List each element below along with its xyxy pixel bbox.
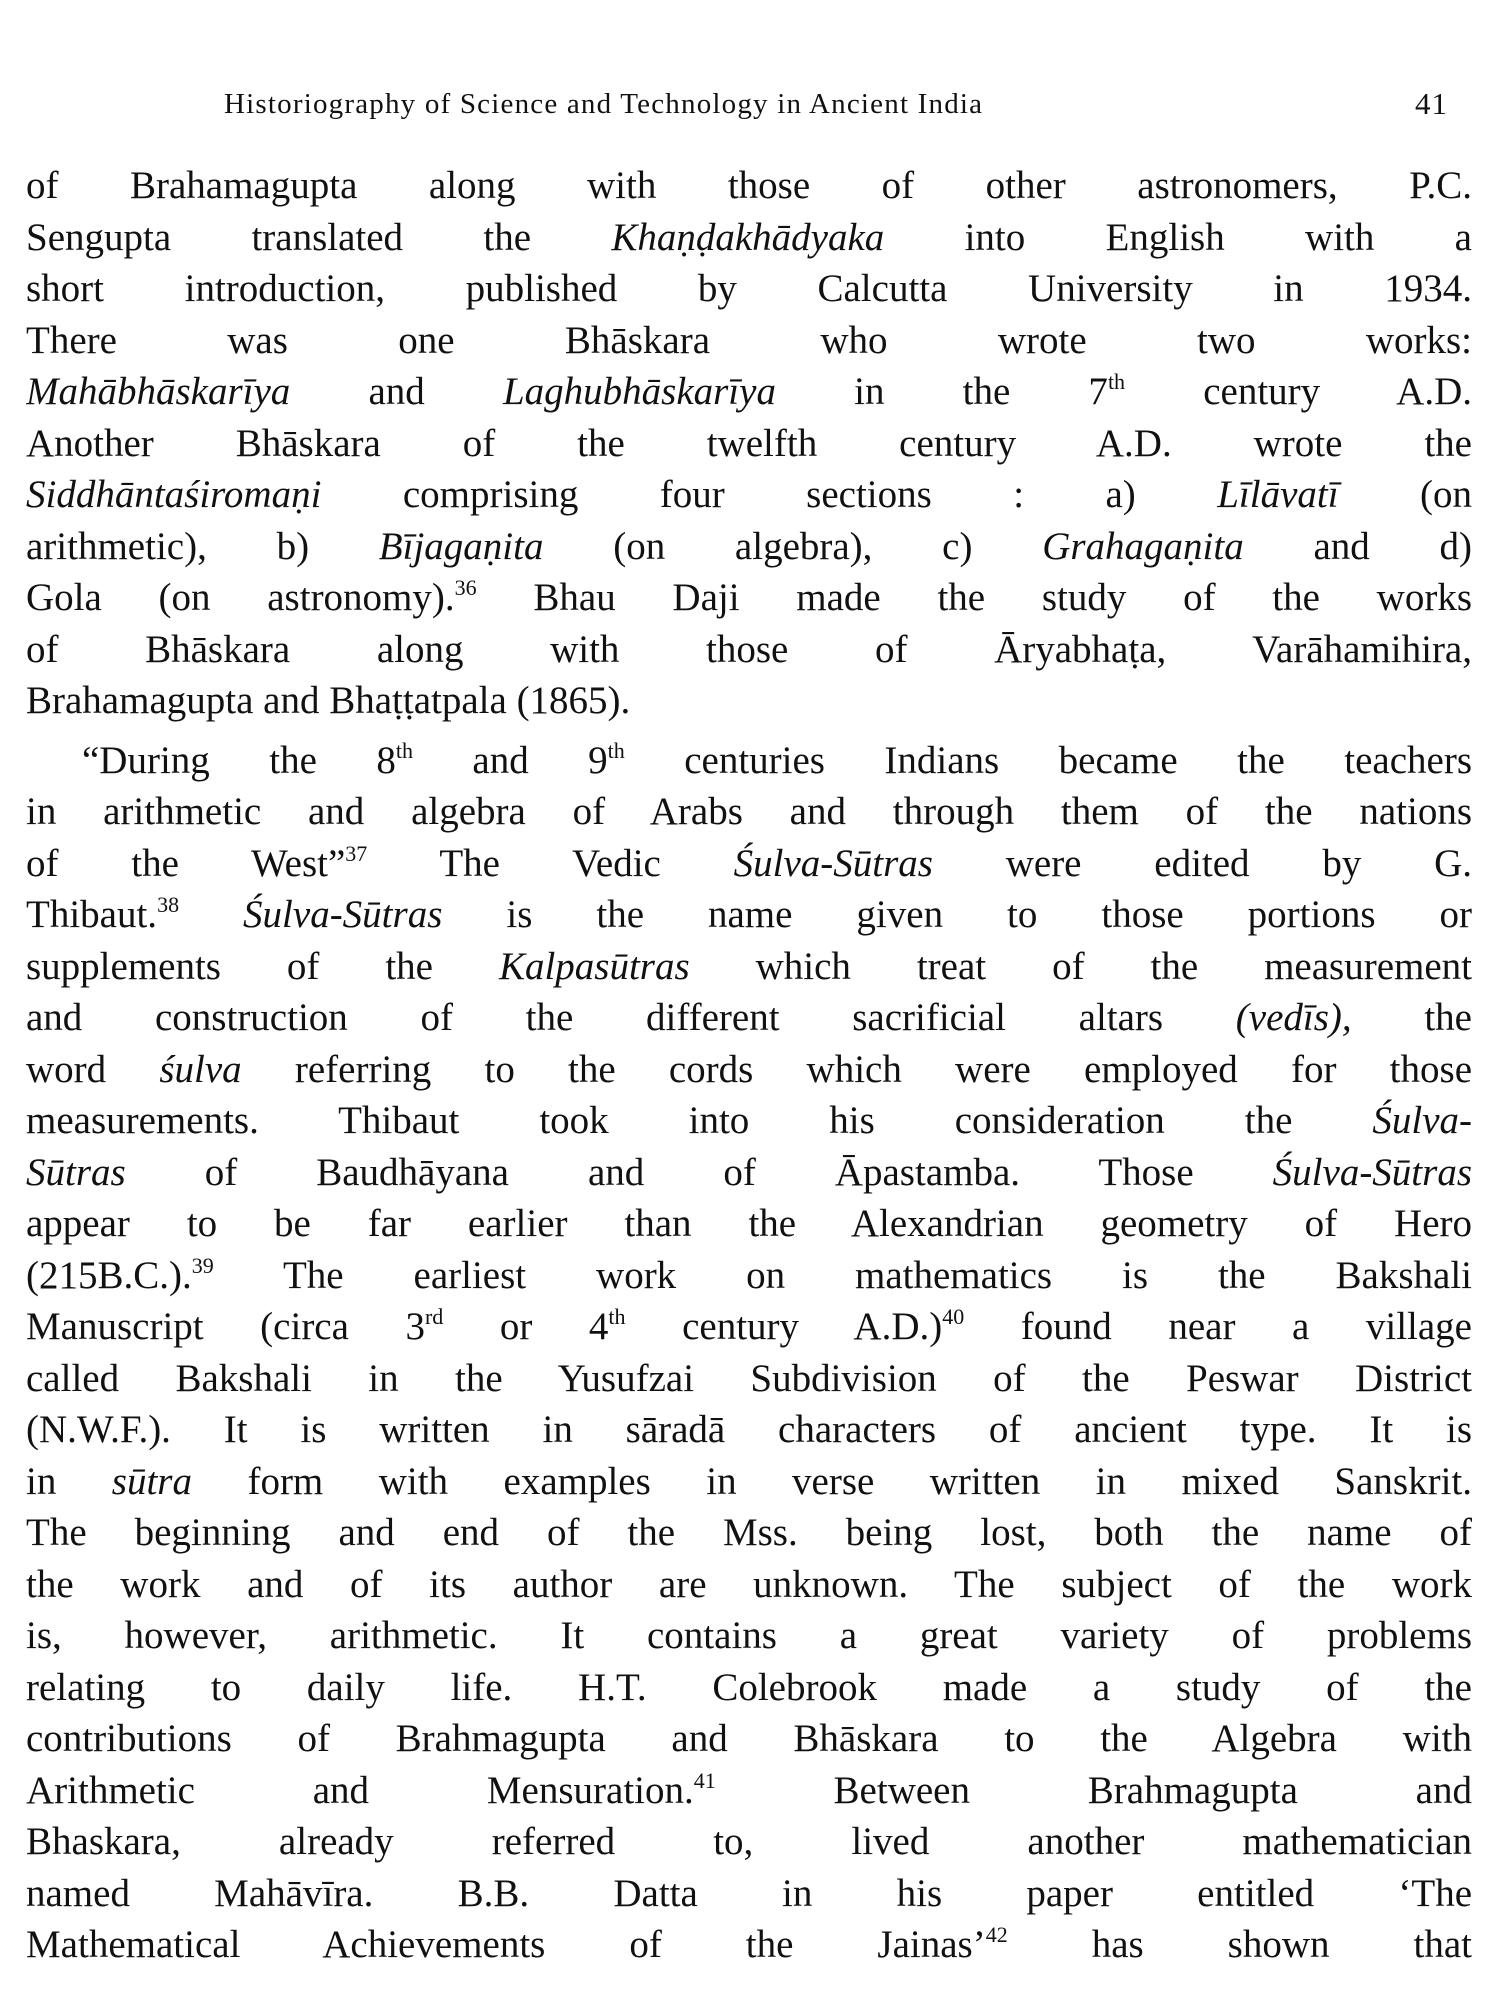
text-line: and construction of the different sacrificial altars (vedīs), the [26, 996, 1472, 1039]
text-line: is, however, arithmetic. It contains a great variety of problems [26, 1614, 1472, 1657]
text-line: Mathematical Achievements of the Jainas’$^{42}$ has shown that [26, 1922, 1472, 1966]
text-line: supplements of the Kalpasūtras which treat of the measurement [26, 944, 1472, 988]
text-line: word śulva referring to the cords which were employed for those [26, 1047, 1472, 1091]
text-line: Another Bhāskara of the twelfth century A.D. wrote the [26, 421, 1472, 465]
text-line: relating to daily life. H.T. Colebrook made a study of the [26, 1665, 1472, 1709]
paragraph [26, 735, 1472, 1971]
text-line: “During the 8th and 9th centuries Indians became the teachers [82, 737, 1472, 782]
text-line: Gola (on astronomy).$^{36}$ Bhau Daji made the study of the works [26, 575, 1472, 619]
text-line: Arithmetic and Mensuration.$^{41}$ Between Brahmagupta and [26, 1767, 1472, 1812]
text-line: called Bakshali in the Yusufzai Subdivision of the Peswar District [26, 1356, 1472, 1400]
superscript: th [1107, 369, 1126, 394]
text-line: Siddhāntaśiromaṇi comprising four sections : a) Līlāvatī (on [26, 473, 1472, 516]
running-head: Historiography of Science and Technology in Ancient India [224, 88, 984, 120]
text-line: Mahābhāskarīya and Laghubhāskarīya in the 7th century A.D. [26, 369, 1472, 413]
text-line: contributions of Brahmagupta and Bhāskara to the Algebra with [26, 1717, 1472, 1760]
superscript: th [608, 1304, 626, 1329]
text-line: of the West”$^{37}$ The Vedic Śulva-Sūtras were edited by G. [26, 840, 1472, 885]
text-line: Thibaut.$^{38}$ Śulva-Sūtras is the name given to those portions or [26, 892, 1472, 936]
footnote-ref: 41 [693, 1767, 716, 1793]
text-line: The beginning and end of the Mss. being lost, both the name of [26, 1511, 1472, 1554]
text-line: Sūtras of Baudhāyana and of Āpastamba. Those Śulva-Sūtras [26, 1150, 1472, 1194]
text-line: short introduction, published by Calcutta University in 1934. [26, 267, 1472, 310]
text-line: There was one Bhāskara who wrote two works: [26, 318, 1472, 362]
text-line: Brahamagupta and Bhaṭṭatpala (1865). [26, 679, 631, 722]
body-text [26, 160, 1472, 1971]
text-line: in arithmetic and algebra of Arabs and through them of the nations [26, 790, 1472, 833]
text-line: named Mahāvīra. B.B. Datta in his paper entitled ‘The [26, 1871, 1472, 1915]
footnote-ref: 42 [985, 1922, 1008, 1947]
text-line: appear to be far earlier than the Alexandrian geometry of Hero [26, 1202, 1472, 1245]
text-line: of Bhāskara along with those of Āryabhaṭa, Varāhamihira, [26, 627, 1472, 671]
text-line: the work and of its author are unknown. The subject of the work [26, 1562, 1472, 1606]
footnote-ref: 36 [454, 575, 477, 600]
text-line: measurements. Thibaut took into his consideration the Śulva- [26, 1099, 1472, 1142]
paragraph [26, 160, 1472, 727]
text-line: Manuscript (circa 3rd or 4th century A.D.)$^{40}$ found near a village [26, 1304, 1472, 1348]
text-line: arithmetic), b) Bījagaṇita (on algebra), c) Grahagaṇita and d) [26, 524, 1472, 568]
text-line: Bhaskara, already referred to, lived another mathematician [26, 1820, 1472, 1863]
page-header [0, 88, 1500, 128]
superscript: th [395, 737, 413, 763]
text-line: Sengupta translated the Khaṇḍakhādyaka into English with a [26, 215, 1472, 259]
text-line: (215B.C.).$^{39}$ The earliest work on mathematics is the Bakshali [26, 1252, 1472, 1297]
footnote-ref: 40 [942, 1304, 965, 1329]
text-line: of Brahamagupta along with those of other astronomers, P.C. [26, 164, 1472, 207]
footnote-ref: 37 [345, 840, 368, 866]
footnote-ref: 39 [191, 1252, 214, 1278]
page-number: 41 [1415, 86, 1448, 121]
text-line: in sūtra form with examples in verse written in mixed Sanskrit. [26, 1459, 1472, 1503]
text-line: (N.W.F.). It is written in sāradā characters of ancient type. It is [26, 1408, 1472, 1451]
superscript: th [607, 737, 625, 763]
footnote-ref: 38 [157, 892, 180, 917]
superscript: rd [424, 1304, 444, 1329]
